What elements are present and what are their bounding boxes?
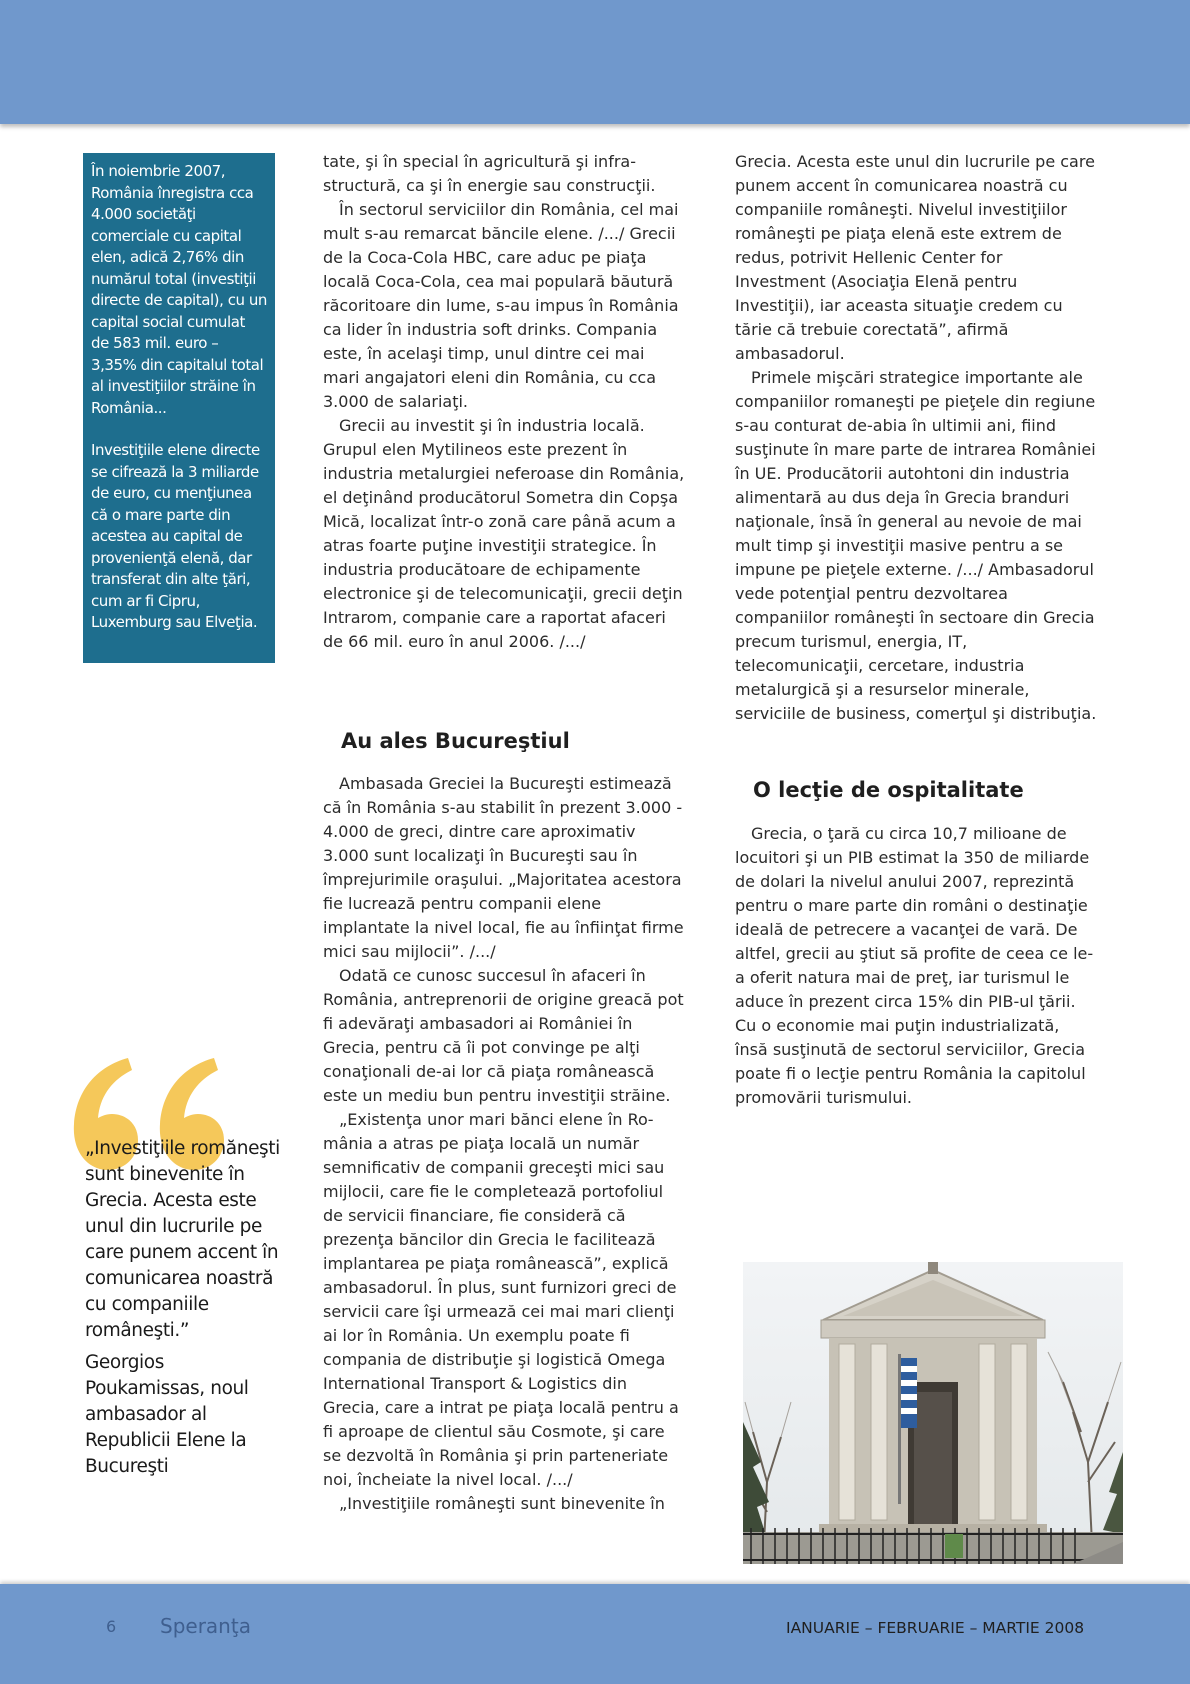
paragraph: Grecia, o ţară cu circa 10,7 milioane de locuitori şi un PIB estimat la 350 de miliarde de dolari la nivelul anului 2007, reprezintă pentru o mare parte din români o destinaţie ideală de petrecere a vacanţei de vară. De altfel, grecii au ştiut să profite de ceea ce le-a oferit natura mai de preţ, iar turismul le aduce în prezent circa 15% din PIB-ul ţării. Cu o economie mai puţin industrializată, însă susţinută de sectorul serviciilor, Grecia poate fi o lecţie pentru România la capitolul promovării turismului. bbox=[735, 824, 1094, 1107]
paragraph: Odată ce cunosc succesul în afaceri în România, antreprenorii de origine greacă pot fi adevăraţi ambasadori ai României în Grecia, pentru că îi pot convinge pe alţi conaţionali de-ai lor că piaţa românească este un mediu bun pentru investiţii străine. bbox=[323, 966, 684, 1105]
paragraph: Grecii au investit şi în industria locală. Grupul elen Mytilineos este prezent în industria metalurgiei neferoase din România, el deţinând producătorul Sometra din Copşa Mică, localizat într-o zonă care până acum a atras foarte puţine investiţii strategice. În industria producătoare de echipamente electronice şi de telecomunicaţii, grecii deţin Intrarom, companie care a raportat afaceri de 66 mil. euro în anul 2006. /.../ bbox=[323, 416, 685, 651]
info-box-paragraph-1: În noiembrie 2007, România înregistra cca 4.000 societăţi comerciale cu capital elen, adică 2,76% din numărul total (investiţii directe de capital), cu un capital social cumulat de 583 mil. euro – 3,35% din capitalul total al investiţiilor străine în România... bbox=[91, 162, 267, 417]
column-2-bottom bbox=[323, 772, 685, 1516]
column-3-bottom bbox=[735, 822, 1097, 1110]
pull-quote-author: Georgios Poukamissas, noul ambasador al Republicii Elene la Bucureşti bbox=[85, 1352, 249, 1477]
magazine-name: Speranţa bbox=[160, 1614, 251, 1638]
church-photo bbox=[743, 1262, 1123, 1564]
paragraph: Ambasada Greciei la Bucureşti estimează că în România s-au stabilit în prezent 3.000 - 4.000 de greci, dintre care aproximativ 3.000 sunt localizaţi în Bucureşti sau în împrejurimile oraşului. „Majoritatea acestora fie lucrează pentru companii elene implantate la nivel local, fie au înfiinţat firme mici sau mijlocii”. /.../ bbox=[323, 774, 684, 961]
header-band bbox=[0, 0, 1190, 124]
pull-quote-text: „Investiţiile romăneşti sunt binevenite în Grecia. Acesta este unul din lucrurile pe care punem accent în comunicarea noastră cu companiile româneşti.” bbox=[85, 1138, 280, 1341]
issue-date: IANUARIE – FEBRUARIE – MARTIE 2008 bbox=[786, 1619, 1085, 1637]
paragraph: Primele mişcări strategice importante ale companiilor romaneşti pe pieţele din regiune s-au conturat de-abia în ultimii ani, fiind susţinute în mare parte de intrarea României în UE. Producătorii autohtoni din industria alimentară au dus deja în Grecia branduri naţionale, însă în general au nevoie de mai mult timp şi investiţii masive pentru a se impune pe pieţele externe. /.../ Ambasadorul vede potenţial pentru dezvoltarea companiilor româneşti în sectoare din Grecia precum turismul, energia, IT, telecomunicaţii, cercetare, industria metalurgică şi a resurselor minerale, serviciile de business, comerţul şi distribuţia. bbox=[735, 368, 1097, 723]
column-2-top bbox=[323, 150, 685, 654]
page-number: 6 bbox=[106, 1617, 117, 1636]
paragraph: tate, şi în special în agricultură şi infrastructură, ca şi în energie sau construcţii. bbox=[323, 152, 656, 195]
paragraph: „Investiţiile româneşti sunt binevenite în bbox=[339, 1494, 665, 1513]
paragraph: Grecia. Acesta este unul din lucrurile pe care punem accent în comunicarea noastră cu companiile româneşti. Nivelul investiţiilor româneşti pe piaţa elenă este extrem de redus, potrivit Hellenic Center for Investment (Asociaţia Elenă pentru Investiţii), iar aceasta situaţie credem cu tărie că trebuie corectată”, afirmă ambasadorul. bbox=[735, 152, 1095, 363]
section-heading-bucuresti: Au ales Bucureştiul bbox=[341, 729, 570, 753]
paragraph: „Existenţa unor mari bănci elene în România a atras pe piaţa locală un număr semnificativ de companii greceşti mici sau mijlocii, care fie le completează portofoliul de servicii financiare, fie consideră că prezenţa băncilor din Grecia le facilitează implantarea pe piaţa românească”, explică ambasadorul. În plus, sunt furnizori greci de servicii care îşi urmează cei mai mari clienţi ai lor în România. Un exemplu poate fi compania de distribuţie şi logistică Omega International Transport & Logistics din Grecia, care a intrat pe piaţa locală pentru a fi aproape de clientul său Cosmote, şi care se dezvoltă în România şi prin parteneriate noi, încheiate la nivel local. /.../ bbox=[323, 1110, 679, 1489]
info-box bbox=[83, 153, 275, 663]
info-box-paragraph-2: Investiţiile elene directe se cifrează la 3 miliarde de euro, cu menţiunea că o mare parte din acestea au capital de provenienţă elenă, dar transferat din alte ţări, cum ar fi Cipru, Luxemburg sau Elveţia. bbox=[91, 441, 260, 631]
section-heading-lectie: O lecţie de ospitalitate bbox=[753, 778, 1024, 802]
paragraph: În sectorul serviciilor din România, cel mai mult s-au remarcat băncile elene. /.../ Grecii de la Coca-Cola HBC, care aduc pe piaţa locală Coca-Cola, cea mai populară băutură răcoritoare din lume, s-au impus în România ca lider în industria soft drinks. Compania este, în acelaşi timp, unul dintre cei mai mari angajatori eleni din România, cu cca 3.000 de salariaţi. bbox=[323, 200, 679, 411]
column-3-top bbox=[735, 150, 1097, 726]
pull-quote bbox=[85, 1136, 285, 1480]
